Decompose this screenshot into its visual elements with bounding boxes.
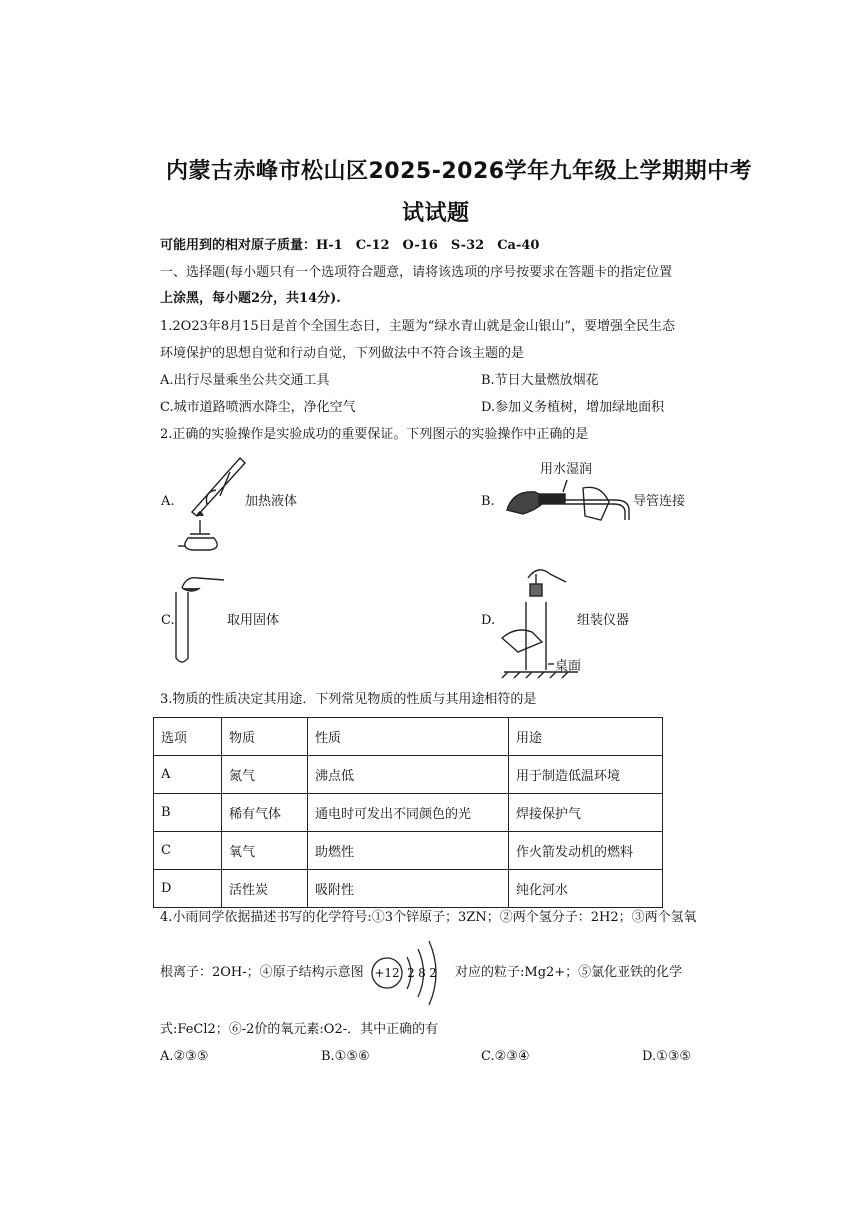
question-1-stem-cont: 环境保护的思想自觉和行动自觉，下列做法中不符合该主题的是 — [160, 346, 525, 361]
table-header-row — [154, 718, 663, 756]
page-title-continued: 试试题 — [402, 201, 470, 226]
question-4-stem-cont: 根离子：2OH-；④原子结构示意图 — [160, 965, 364, 980]
table-cell: 氧气 — [222, 832, 308, 870]
question-3-stem: 3.物质的性质决定其用途．下列常见物质的性质与其用途相符的是 — [160, 692, 537, 707]
section-heading: 一、选择题(每小题只有一个选项符合题意，请将该选项的序号按要求在答题卡的指定位置 — [160, 265, 673, 280]
tube-wet-label: 用水湿润 — [540, 462, 593, 477]
option-2a-caption: 加热液体 — [245, 494, 298, 509]
nucleus-charge: +12 — [374, 966, 400, 980]
taking-solid-figure — [172, 570, 232, 670]
option-4a: A.②③⑤ — [160, 1049, 209, 1064]
section-heading-cont: 上涂黑，每小题2分，共14分). — [160, 291, 341, 306]
atomic-mass-line: 可能用到的相对原子质量：H-1 C-12 O-16 S-32 Ca-40 — [160, 238, 540, 253]
option-1d: D.参加义务植树，增加绿地面积 — [481, 400, 665, 415]
question-4-stem-cont2: 对应的粒子:Mg2+；⑤氯化亚铁的化学 — [455, 965, 683, 980]
option-2d-caption: 组装仪器 — [577, 613, 630, 628]
table-header: 性质 — [308, 718, 509, 756]
option-2c-caption: 取用固体 — [227, 613, 280, 628]
option-4b: B.①⑤⑥ — [321, 1049, 370, 1064]
option-2c-letter: C. — [161, 613, 175, 628]
table-cell: 吸附性 — [308, 870, 509, 908]
option-1a: A.出行尽量乘坐公共交通工具 — [160, 373, 330, 388]
table-cell: 助燃性 — [308, 832, 509, 870]
desk-label: 桌面 — [555, 659, 582, 674]
question-4-stem: 4.小雨同学依据描述书写的化学符号:①3个锌原子；3ZN；②两个氢分子：2H2；③两个氢氧 — [160, 910, 697, 925]
table-cell: 焊接保护气 — [509, 794, 663, 832]
table-header: 用途 — [509, 718, 663, 756]
table-cell: D — [154, 870, 222, 908]
table-header: 物质 — [222, 718, 308, 756]
option-2d-letter: D. — [481, 613, 496, 628]
shell-electrons-3: 2 — [429, 966, 437, 980]
option-1c: C.城市道路喷洒水降尘，净化空气 — [160, 400, 356, 415]
table-cell: 纯化河水 — [509, 870, 663, 908]
table-row — [154, 870, 663, 908]
table-row — [154, 794, 663, 832]
option-4c: C.②③④ — [481, 1049, 530, 1064]
table-row — [154, 756, 663, 794]
option-2b-letter: B. — [481, 494, 495, 509]
table-row — [154, 832, 663, 870]
table-cell: A — [154, 756, 222, 794]
option-2b-caption: 导管连接 — [633, 494, 686, 509]
question-1-stem: 1.2O23年8月15日是首个全国生态日，主题为“绿水青山就是金山银山”，要增强全民生态 — [160, 319, 675, 334]
option-1b: B.节日大量燃放烟花 — [481, 373, 599, 388]
page-title: 内蒙古赤峰市松山区2025-2026学年九年级上学期期中考 — [166, 159, 753, 184]
table-cell: 稀有气体 — [222, 794, 308, 832]
table-cell: 作火箭发动机的燃料 — [509, 832, 663, 870]
question-4-stem-cont3: 式:FeCl2；⑥-2价的氧元素:O2-．其中正确的有 — [160, 1022, 439, 1037]
table-cell: 通电时可发出不同颜色的光 — [308, 794, 509, 832]
shell-electrons-2: 8 — [418, 966, 426, 980]
atomic-structure-diagram — [365, 935, 445, 1011]
option-4d: D.①③⑤ — [642, 1049, 692, 1064]
shell-electrons-1: 2 — [407, 966, 415, 980]
heating-liquid-figure — [170, 452, 250, 552]
properties-table — [153, 717, 663, 908]
table-cell: B — [154, 794, 222, 832]
table-header: 选项 — [154, 718, 222, 756]
table-cell: C — [154, 832, 222, 870]
table-cell: 氮气 — [222, 756, 308, 794]
tube-connection-figure — [505, 480, 635, 530]
question-2-stem: 2.正确的实验操作是实验成功的重要保证。下列图示的实验操作中正确的是 — [160, 427, 589, 442]
table-cell: 活性炭 — [222, 870, 308, 908]
option-2a-letter: A. — [161, 494, 175, 509]
table-cell: 用于制造低温环境 — [509, 756, 663, 794]
table-cell: 沸点低 — [308, 756, 509, 794]
